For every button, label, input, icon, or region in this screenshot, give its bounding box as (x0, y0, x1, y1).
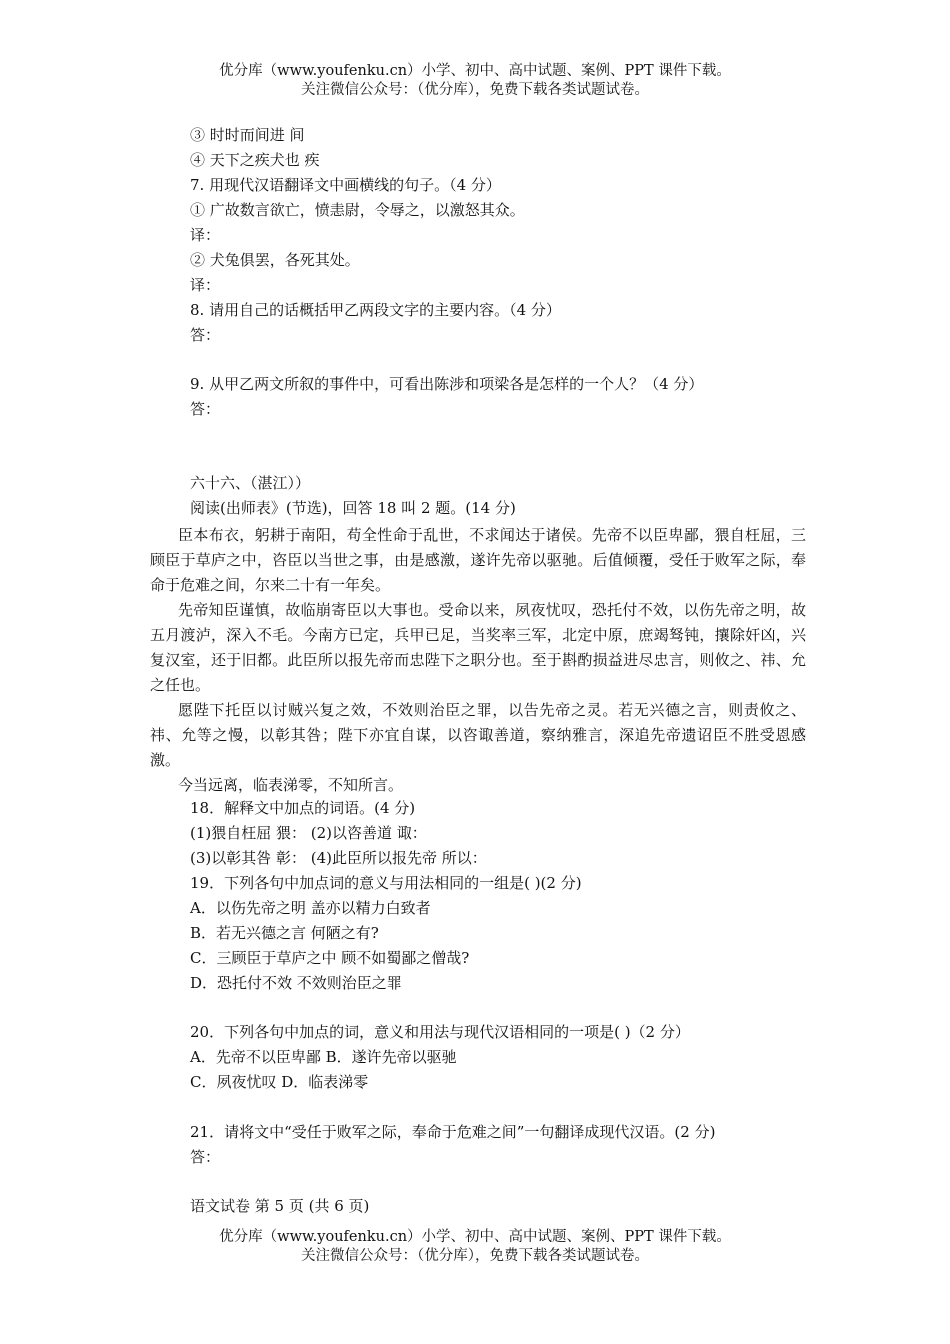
question-21: 21．请将文中“受任于败军之际，奉命于危难之间”一句翻译成现代汉语。(2 分) (190, 1123, 716, 1141)
question-19: 19．下列各句中加点词的意义与用法相同的一组是( )(2 分) (190, 874, 582, 892)
item-4: ④ 天下之疾犬也 疾 (190, 151, 320, 169)
answer-label-8: 答： (190, 326, 221, 344)
question-7-sentence-1: ① 广故数言欲亡，愤恚尉，令辱之，以激怒其众。 (190, 201, 525, 219)
passage-paragraph-1: 臣本布衣，躬耕于南阳，苟全性命于乱世，不求闻达于诸侯。先帝不以臣卑鄙，猥自枉屈，三顾臣于草庐之中，咨臣以当世之事，由是感激，遂许先帝以驱驰。后值倾覆，受任于败军之际，奉命于危难之间，尔来二十有一年矣。 (150, 526, 806, 594)
question-8: 8. 请用自己的话概括甲乙两段文字的主要内容。（4 分） (190, 301, 561, 319)
answer-label-9: 答： (190, 400, 221, 418)
question-19-option-d: D．恐托付不效 不效则治臣之罪 (190, 974, 402, 992)
question-20-options-cd: C．夙夜忧叹 D．临表涕零 (190, 1073, 369, 1091)
question-7: 7. 用现代汉语翻译文中画横线的句子。（4 分） (190, 176, 501, 194)
question-9: 9. 从甲乙两文所叙的事件中，可看出陈涉和项梁各是怎样的一个人？（4 分） (190, 375, 704, 393)
question-18: 18．解释文中加点的词语。(4 分) (190, 799, 416, 817)
footer-line-2: 关注微信公众号：（优分库），免费下载各类试题试卷。 (301, 1248, 649, 1264)
question-20: 20．下列各句中加点的词，意义和用法与现代汉语相同的一项是( )（2 分） (190, 1023, 690, 1041)
item-3: ③ 时时而间进 间 (190, 126, 305, 144)
reading-intro: 阅读(出师表》(节选)，回答 18 叫 2 题。(14 分) (190, 499, 516, 517)
question-19-option-a: A．以伤先帝之明 盖亦以精力白致者 (190, 899, 431, 917)
passage-paragraph-3: 愿陛下托臣以讨贼兴复之效，不效则治臣之罪，以告先帝之灵。若无兴德之言，则责攸之、祎、允等之慢，以彰其咎；陛下亦宜自谋，以咨诹善道，察纳雅言，深追先帝遗诏臣不胜受恩感激。 (150, 701, 806, 769)
page-number: 语文试卷 第 5 页 (共 6 页) (190, 1197, 370, 1215)
question-7-sentence-2: ② 犬兔俱罢，各死其处。 (190, 251, 360, 269)
question-20-options-ab: A．先帝不以臣卑鄙 B．遂许先帝以驱驰 (190, 1048, 457, 1066)
page-footer (0, 1228, 950, 1266)
question-18-items-3-4: (3)以彰其咎 彰： (4)此臣所以报先帝 所以： (190, 849, 487, 867)
passage-paragraph-4: 今当远离，临表涕零，不知所言。 (178, 776, 404, 794)
question-19-option-c: C．三顾臣于草庐之中 顾不如蜀鄙之僧哉? (190, 949, 470, 967)
passage-paragraph-2: 先帝知臣谨慎，故临崩寄臣以大事也。受命以来，夙夜忧叹，恐托付不效，以伤先帝之明，故五月渡泸，深入不毛。今南方已定，兵甲已足，当奖率三军，北定中原，庶竭驽钝，攘除奸凶，兴复汉室，还于旧都。此臣所以报先帝而忠陛下之职分也。至于斟酌损益进尽忠言，则攸之、祎、允之任也。 (150, 601, 806, 694)
header-line-2: 关注微信公众号：（优分库），免费下载各类试题试卷。 (301, 82, 649, 98)
header-line-1: 优分库（www.youfenku.cn）小学、初中、高中试题、案例、PPT 课件下载。 (219, 63, 731, 79)
translation-label-1: 译： (190, 226, 221, 244)
translation-label-2: 译： (190, 276, 221, 294)
question-19-option-b: B．若无兴德之言 何陋之有? (190, 924, 379, 942)
section-title: 六十六、（湛江）） (190, 474, 311, 492)
footer-line-1: 优分库（www.youfenku.cn）小学、初中、高中试题、案例、PPT 课件下载。 (219, 1229, 731, 1245)
question-18-items-1-2: (1)猥自枉屈 猥： (2)以咨善道 诹： (190, 824, 427, 842)
answer-label-21: 答： (190, 1148, 221, 1166)
